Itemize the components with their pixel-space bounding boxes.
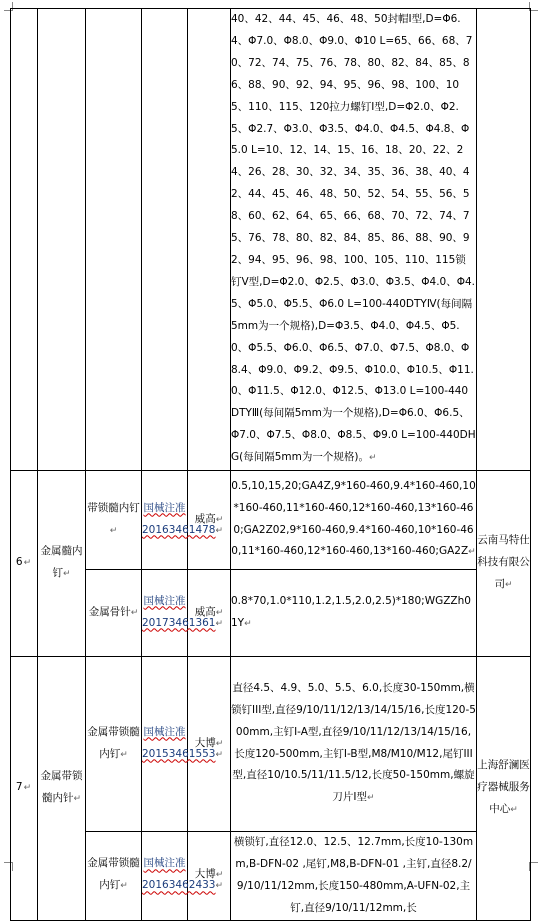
- company-cell: 云南马特仕科技有限公司↵: [477, 471, 531, 657]
- table-row: [11, 570, 531, 657]
- origin-text: 威高: [194, 605, 216, 618]
- category-text: 金属带锁髓内针: [40, 769, 83, 804]
- company-name: 上海舒澜医疗器械服务中心: [477, 758, 530, 815]
- table-row: [11, 9, 531, 471]
- reg-cell: 国械注准20163462433↵: [142, 832, 188, 921]
- no-cell: 6↵: [11, 471, 38, 657]
- spec-text: 40、42、44、45、46、48、50封帽Ⅰ型,D=Φ6.4、Φ7.0、Φ8.0、Φ9.0、Φ10 L=65、66、68、70、72、74、75、76、78、80、82、84、85、86、88、90、92、94、95、96、98、100、105、110、115、120拉力螺钉Ⅰ型,D=Φ2.0、Φ2.5、Φ2.7、Φ3.0、Φ3.5、Φ4.0、Φ4.5、Φ4.8、Φ5.0 L=10、12、14、15、16、18、20、22、24、26、28、30、32、34、35、36、38、40、42、44、45、46、48、50、52、54、55、56、58、60、62、64、65、66、68、70、72、74、75、76、78、80、82、84、85、86、88、90、92、94、95、96、98、100、105、110、115锁钉Ⅴ型,D=Φ2.0、Φ2.5、Φ3.0、Φ3.5、Φ4.0、Φ4.5、Φ5.0、Φ5.5、Φ6.0 L=100-440DTYⅣ(每间隔5mm为一个规格),D=Φ3.5、Φ4.0、Φ4.5、Φ5.0、Φ5.5、Φ6.0、Φ6.5、Φ7.0、Φ7.5、Φ8.0、Φ8.4、Φ9.0、Φ9.2、Φ9.5、Φ10.0、Φ10.5、Φ11.0、Φ11.5、Φ12.0、Φ12.5、Φ13.0 L=100-440DTYⅢ(每间隔5mm为一个规格),D=Φ6.0、Φ6.5、Φ7.0、Φ7.5、Φ8.0、Φ8.5、Φ9.0 L=100-440DHG(每间隔5mm为一个规格)。: [231, 13, 476, 464]
- company-cell: 上海舒澜医疗器械服务中心↵: [477, 657, 531, 921]
- category-cell: 金属带锁髓内针↵: [38, 657, 86, 921]
- registration-number: 国械注准20153461553: [142, 725, 216, 760]
- spec-text: 0.5,10,15,20;GA4Z,9*160-460,9.4*160-460,10*160-460,11*160-460,12*160-460,13*160-460;GA2Z02,9*160-460,9.4*160-460,10*160-460,11*160-460,12*160-460,13*160-460;GA2Z: [231, 479, 476, 558]
- category-cell: [38, 9, 86, 471]
- origin-cell: 大博↵: [188, 832, 231, 921]
- category-text: 金属髓内钉: [40, 545, 83, 580]
- reg-cell: 国械注准20163461478↵: [142, 471, 188, 570]
- spec-cell: 直径4.5、4.9、5.0、5.5、6.0,长度30-150mm,横锁钉III型,直径9/10/11/12/13/14/15/16,长度120-500mm,主钉I-A型,直径9/10/11/12/13/14/15/16,长度120-500mm,主钉I-B型,M8/M10/M12,尾钉III型,直径10/10.5/11/11.5/12,长度50-150mm,螺旋刀片I型↵: [231, 657, 477, 832]
- origin-text: 威高: [194, 512, 216, 525]
- spec-text: 直径4.5、4.9、5.0、5.5、6.0,长度30-150mm,横锁钉III型,直径9/10/11/12/13/14/15/16,长度120-500mm,主钉I-A型,直径9/10/11/12/13/14/15/16,长度120-500mm,主钉I-B型,M8/M10/M12,尾钉III型,直径10/10.5/11/11.5/12,长度50-150mm,螺旋刀片I型: [231, 681, 476, 804]
- registration-number: 国械注准20163462433: [142, 857, 216, 892]
- origin-cell: 威高↵: [188, 570, 231, 657]
- category-cell: 金属髓内钉↵: [38, 471, 86, 657]
- product-cell: 带锁髓内钉↵: [86, 471, 142, 570]
- registration-number: 国械注准20163461478: [142, 501, 216, 536]
- origin-text: 大博: [194, 736, 216, 749]
- spec-text: 横锁钉,直径12.0、12.5、12.7mm,长度10-130mm,B-DFN-02 ,尾钉,M8,B-DFN-01 ,主钉,直径8.2/9/10/11/12mm,长度150-480mm,A-UFN-02,主钉,直径9/10/11/12mm,长: [233, 836, 474, 914]
- row-number: 6: [15, 556, 24, 569]
- product-name: 金属骨针: [88, 605, 131, 618]
- table-row: [11, 657, 531, 832]
- reg-cell: 国械注准20173461361↵: [142, 570, 188, 657]
- origin-cell: 威高↵: [188, 471, 231, 570]
- spec-cell: [231, 9, 477, 471]
- reg-cell: 国械注准20153461553↵: [142, 657, 188, 832]
- company-cell: [477, 9, 531, 471]
- product-cell: 金属带锁髓内钉↵: [86, 657, 142, 832]
- product-table: [10, 8, 531, 921]
- spec-cell: 0.8*70,1.0*110,1.2,1.5,2.0,2.5)*180;WGZZh01Y↵: [231, 570, 477, 657]
- no-cell: [11, 9, 38, 471]
- product-cell: 金属骨针↵: [86, 570, 142, 657]
- product-cell: 金属带锁髓内钉↵: [86, 832, 142, 921]
- product-name: 金属带锁髓内钉: [87, 725, 140, 760]
- table-row: [11, 471, 531, 570]
- origin-cell: 大博↵: [188, 657, 231, 832]
- paragraph-mark: ↵: [368, 453, 377, 464]
- spec-text: 0.8*70,1.0*110,1.2,1.5,2.0,2.5)*180;WGZZh01Y: [231, 594, 471, 629]
- row-number: 7: [15, 780, 24, 793]
- company-name: 云南马特仕科技有限公司: [477, 534, 530, 590]
- product-name: 带锁髓内钉: [87, 501, 140, 514]
- no-cell: 7↵: [11, 657, 38, 921]
- table-row: [11, 832, 531, 921]
- product-cell: [86, 9, 142, 471]
- product-name: 金属带锁髓内钉: [87, 857, 140, 892]
- origin-cell: [188, 9, 231, 471]
- reg-cell: [142, 9, 188, 471]
- spec-cell: [231, 832, 477, 921]
- origin-text: 大博: [194, 868, 216, 881]
- registration-number: 国械注准20173461361: [142, 594, 216, 629]
- spec-cell: 0.5,10,15,20;GA4Z,9*160-460,9.4*160-460,10*160-460,11*160-460,12*160-460,13*160-460;GA2Z02,9*160-460,9.4*160-460,10*160-460,11*160-460,12*160-460,13*160-460;GA2Z↵: [231, 471, 477, 570]
